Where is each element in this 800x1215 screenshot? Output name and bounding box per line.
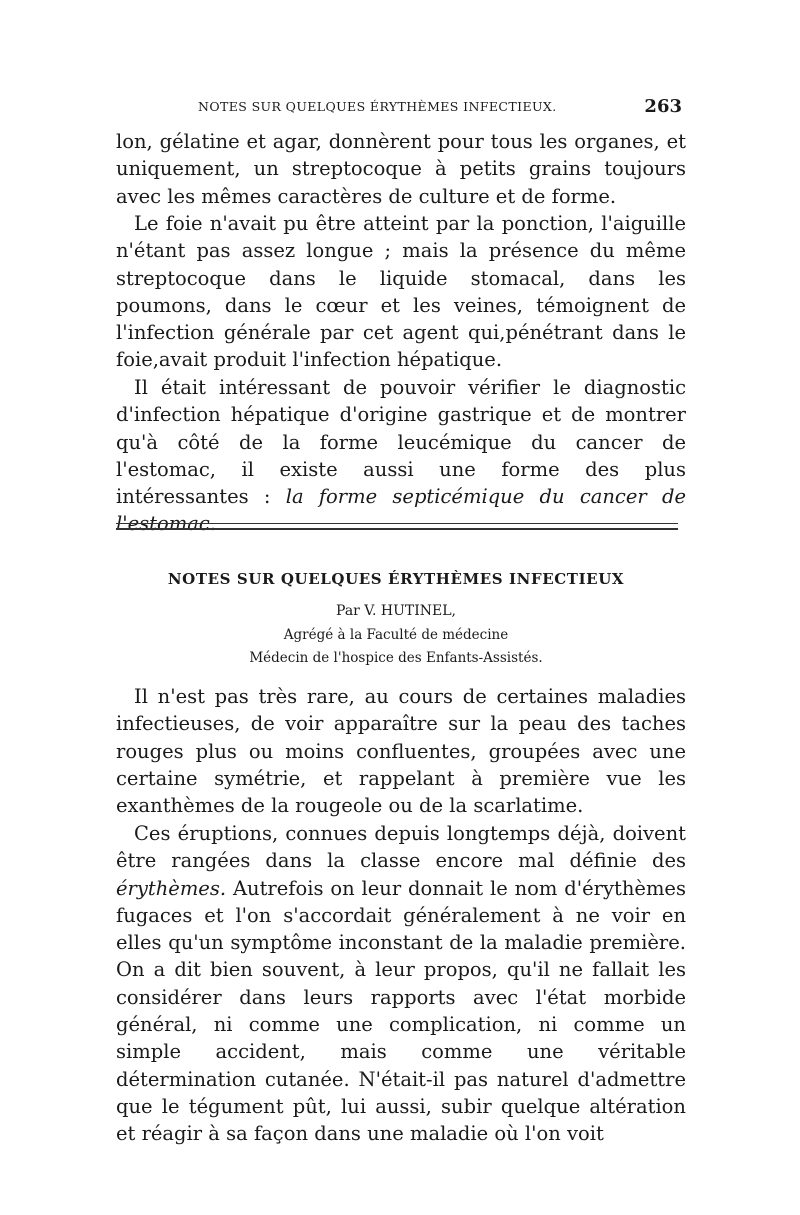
prev-article-paragraph-3-text: Il était intéressant de pouvoir vérifier le diagnostic d'infection hépatique d'origine gastrique et de montrer qu'à côté de la forme leucémique du cancer de l'estomac, il existe aussi une forme des plus intéressantes : xyxy=(116,376,686,509)
article-paragraph-2-part-b: Autrefois on leur donnait le nom d'érythèmes fugaces et l'on s'accordait généralement à ne voir en elles qu'un symptôme inconstant de la maladie première. On a dit bien souvent, à leur propos, qu'il ne fallait les considérer dans leurs rapports avec l'état morbide général, ni comme une complication, ni comme un simple accident, mais comme une véritable détermination cutanée. N'était-il pas naturel d'admettre que le tégument pût, lui aussi, subir quelque altération et réagir à sa façon dans une maladie où l'on voit xyxy=(116,876,686,1146)
running-title: NOTES SUR QUELQUES ÉRYTHÈMES INFECTIEUX. xyxy=(198,99,557,114)
prev-article-paragraph-3 xyxy=(116,374,686,538)
prev-article-paragraph-2: Le foie n'avait pu être atteint par la ponction, l'aiguille n'étant pas assez longue ; mais la présence du même streptocoque dans le liquide stomacal, dans les poumons, dans le cœur et les veines, témoignent de l'infection générale par cet agent qui,pénétrant dans le foie,avait produit l'infection hépatique. xyxy=(116,212,686,372)
running-head xyxy=(116,96,686,120)
prev-article-paragraph-1: lon, gélatine et agar, donnèrent pour tous les organes, et uniquement, un streptocoque à petits grains toujours avec les mêmes caractères de culture et de forme. xyxy=(116,130,686,208)
prev-article-paragraph-3-italic: la forme septicémique du cancer de l'estomac. xyxy=(116,485,686,536)
author-affiliation-2: Médecin de l'hospice des Enfants-Assistés. xyxy=(249,650,543,666)
article-paragraph-2 xyxy=(116,820,686,1148)
article-author: Par V. HUTINEL, xyxy=(336,603,456,619)
section-divider-thick xyxy=(116,528,678,530)
author-affiliation-1: Agrégé à la Faculté de médecine xyxy=(283,627,509,643)
article-paragraph-2-part-a: Ces éruptions, connues depuis longtemps déjà, doivent être rangées dans la classe encore mal définie des xyxy=(116,822,686,873)
article-paragraph-1: Il n'est pas très rare, au cours de certaines maladies infectieuses, de voir apparaître sur la peau des taches rouges plus ou moins confluentes, groupées avec une certaine symétrie, et rappelant à première vue les exanthèmes de la rougeole ou de la scarlatime. xyxy=(116,685,686,818)
section-divider-thin xyxy=(116,523,678,524)
article-paragraph-2-italic: érythèmes. xyxy=(116,876,227,900)
page-number: 263 xyxy=(644,96,682,117)
article-title: NOTES SUR QUELQUES ÉRYTHÈMES INFECTIEUX xyxy=(167,570,625,588)
